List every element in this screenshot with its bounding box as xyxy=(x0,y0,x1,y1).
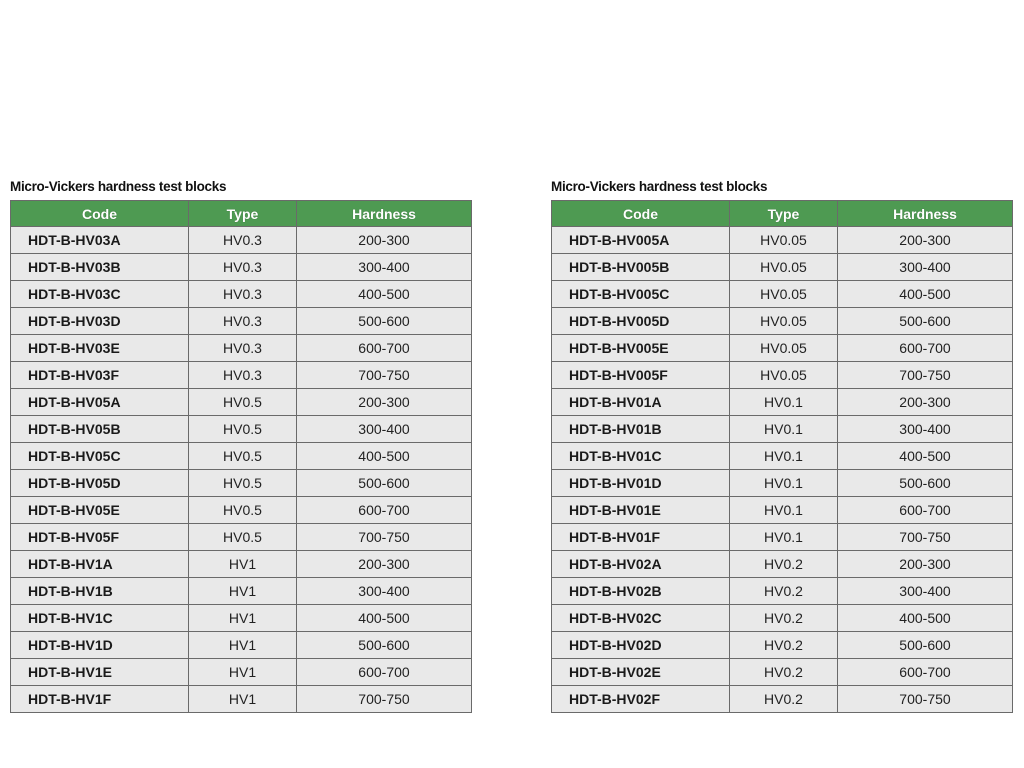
type-cell: HV0.3 xyxy=(189,335,297,362)
code-cell: HDT-B-HV01D xyxy=(552,470,730,497)
type-cell: HV1 xyxy=(189,632,297,659)
hardness-cell: 200-300 xyxy=(297,551,472,578)
code-cell: HDT-B-HV01C xyxy=(552,443,730,470)
table-row xyxy=(552,497,1013,524)
hardness-cell: 600-700 xyxy=(297,497,472,524)
hardness-cell: 200-300 xyxy=(838,389,1013,416)
hardness-cell: 400-500 xyxy=(297,281,472,308)
table-row xyxy=(552,659,1013,686)
hardness-cell: 700-750 xyxy=(838,686,1013,713)
type-cell: HV0.5 xyxy=(189,470,297,497)
table-row xyxy=(552,416,1013,443)
column-header-code: Code xyxy=(11,201,189,227)
type-cell: HV0.05 xyxy=(730,227,838,254)
type-cell: HV0.1 xyxy=(730,443,838,470)
hardness-cell: 600-700 xyxy=(838,335,1013,362)
table-row xyxy=(552,443,1013,470)
code-cell: HDT-B-HV03F xyxy=(11,362,189,389)
hardness-cell: 600-700 xyxy=(297,659,472,686)
code-cell: HDT-B-HV05F xyxy=(11,524,189,551)
code-cell: HDT-B-HV005F xyxy=(552,362,730,389)
hardness-cell: 200-300 xyxy=(297,389,472,416)
type-cell: HV0.5 xyxy=(189,416,297,443)
table-row xyxy=(11,605,472,632)
code-cell: HDT-B-HV1D xyxy=(11,632,189,659)
table-row xyxy=(552,686,1013,713)
hardness-cell: 700-750 xyxy=(297,362,472,389)
hardness-cell: 700-750 xyxy=(297,524,472,551)
hardness-cell: 400-500 xyxy=(838,443,1013,470)
column-header-hardness: Hardness xyxy=(838,201,1013,227)
hardness-cell: 500-600 xyxy=(838,470,1013,497)
hardness-cell: 300-400 xyxy=(838,578,1013,605)
code-cell: HDT-B-HV05E xyxy=(11,497,189,524)
table-row xyxy=(11,632,472,659)
column-header-code: Code xyxy=(552,201,730,227)
type-cell: HV0.5 xyxy=(189,497,297,524)
table-row xyxy=(11,578,472,605)
type-cell: HV0.2 xyxy=(730,551,838,578)
table-row xyxy=(11,497,472,524)
type-cell: HV0.2 xyxy=(730,659,838,686)
code-cell: HDT-B-HV1F xyxy=(11,686,189,713)
code-cell: HDT-B-HV01E xyxy=(552,497,730,524)
code-cell: HDT-B-HV01B xyxy=(552,416,730,443)
hardness-cell: 600-700 xyxy=(297,335,472,362)
type-cell: HV0.05 xyxy=(730,335,838,362)
type-cell: HV0.05 xyxy=(730,254,838,281)
hardness-cell: 200-300 xyxy=(838,551,1013,578)
hardness-cell: 200-300 xyxy=(838,227,1013,254)
type-cell: HV0.3 xyxy=(189,281,297,308)
table-header-row xyxy=(11,201,472,227)
code-cell: HDT-B-HV02B xyxy=(552,578,730,605)
table-row xyxy=(11,686,472,713)
table-title: Micro-Vickers hardness test blocks xyxy=(10,179,227,194)
type-cell: HV0.1 xyxy=(730,497,838,524)
column-header-type: Type xyxy=(730,201,838,227)
code-cell: HDT-B-HV01A xyxy=(552,389,730,416)
hardness-cell: 500-600 xyxy=(838,632,1013,659)
type-cell: HV1 xyxy=(189,686,297,713)
type-cell: HV0.05 xyxy=(730,308,838,335)
type-cell: HV0.05 xyxy=(730,362,838,389)
hardness-table xyxy=(551,200,1013,713)
table-row xyxy=(11,470,472,497)
type-cell: HV0.1 xyxy=(730,416,838,443)
type-cell: HV0.2 xyxy=(730,686,838,713)
table-body xyxy=(552,227,1013,713)
type-cell: HV0.1 xyxy=(730,470,838,497)
hardness-cell: 700-750 xyxy=(297,686,472,713)
table-row xyxy=(11,335,472,362)
code-cell: HDT-B-HV02F xyxy=(552,686,730,713)
table-row xyxy=(552,362,1013,389)
hardness-cell: 300-400 xyxy=(297,254,472,281)
code-cell: HDT-B-HV1A xyxy=(11,551,189,578)
hardness-cell: 500-600 xyxy=(838,308,1013,335)
hardness-cell: 300-400 xyxy=(838,416,1013,443)
column-header-hardness: Hardness xyxy=(297,201,472,227)
table-row xyxy=(11,308,472,335)
table-row xyxy=(552,389,1013,416)
type-cell: HV0.2 xyxy=(730,632,838,659)
hardness-cell: 700-750 xyxy=(838,362,1013,389)
code-cell: HDT-B-HV1E xyxy=(11,659,189,686)
code-cell: HDT-B-HV03D xyxy=(11,308,189,335)
code-cell: HDT-B-HV05A xyxy=(11,389,189,416)
type-cell: HV0.05 xyxy=(730,281,838,308)
code-cell: HDT-B-HV005E xyxy=(552,335,730,362)
table-row xyxy=(11,227,472,254)
hardness-cell: 300-400 xyxy=(838,254,1013,281)
hardness-cell: 300-400 xyxy=(297,578,472,605)
type-cell: HV1 xyxy=(189,551,297,578)
type-cell: HV0.3 xyxy=(189,362,297,389)
code-cell: HDT-B-HV02E xyxy=(552,659,730,686)
hardness-cell: 500-600 xyxy=(297,308,472,335)
code-cell: HDT-B-HV03E xyxy=(11,335,189,362)
type-cell: HV0.3 xyxy=(189,227,297,254)
table-row xyxy=(11,281,472,308)
hardness-cell: 500-600 xyxy=(297,470,472,497)
code-cell: HDT-B-HV02C xyxy=(552,605,730,632)
hardness-cell: 200-300 xyxy=(297,227,472,254)
code-cell: HDT-B-HV03B xyxy=(11,254,189,281)
code-cell: HDT-B-HV05D xyxy=(11,470,189,497)
table-header-row xyxy=(552,201,1013,227)
type-cell: HV0.3 xyxy=(189,308,297,335)
code-cell: HDT-B-HV01F xyxy=(552,524,730,551)
table-row xyxy=(11,254,472,281)
hardness-cell: 400-500 xyxy=(297,443,472,470)
type-cell: HV0.5 xyxy=(189,389,297,416)
table-row xyxy=(552,281,1013,308)
table-body xyxy=(11,227,472,713)
code-cell: HDT-B-HV005B xyxy=(552,254,730,281)
hardness-cell: 500-600 xyxy=(297,632,472,659)
table-row xyxy=(552,308,1013,335)
code-cell: HDT-B-HV02A xyxy=(552,551,730,578)
type-cell: HV0.1 xyxy=(730,524,838,551)
table-row xyxy=(11,551,472,578)
table-row xyxy=(11,389,472,416)
table-row xyxy=(11,659,472,686)
type-cell: HV0.5 xyxy=(189,524,297,551)
code-cell: HDT-B-HV03C xyxy=(11,281,189,308)
column-header-type: Type xyxy=(189,201,297,227)
code-cell: HDT-B-HV1B xyxy=(11,578,189,605)
code-cell: HDT-B-HV005A xyxy=(552,227,730,254)
code-cell: HDT-B-HV03A xyxy=(11,227,189,254)
table-row xyxy=(552,578,1013,605)
code-cell: HDT-B-HV05B xyxy=(11,416,189,443)
table-row xyxy=(11,524,472,551)
code-cell: HDT-B-HV1C xyxy=(11,605,189,632)
table-row xyxy=(552,605,1013,632)
hardness-cell: 400-500 xyxy=(838,605,1013,632)
hardness-cell: 400-500 xyxy=(838,281,1013,308)
code-cell: HDT-B-HV005D xyxy=(552,308,730,335)
hardness-table xyxy=(10,200,472,713)
type-cell: HV0.2 xyxy=(730,578,838,605)
type-cell: HV0.5 xyxy=(189,443,297,470)
code-cell: HDT-B-HV05C xyxy=(11,443,189,470)
type-cell: HV1 xyxy=(189,659,297,686)
code-cell: HDT-B-HV005C xyxy=(552,281,730,308)
table-row xyxy=(552,632,1013,659)
table-row xyxy=(552,470,1013,497)
table-row xyxy=(552,551,1013,578)
hardness-cell: 300-400 xyxy=(297,416,472,443)
table-row xyxy=(552,524,1013,551)
table-row xyxy=(552,254,1013,281)
type-cell: HV1 xyxy=(189,605,297,632)
hardness-cell: 600-700 xyxy=(838,659,1013,686)
left-table-block xyxy=(10,178,471,713)
type-cell: HV0.1 xyxy=(730,389,838,416)
table-row xyxy=(11,443,472,470)
table-row xyxy=(552,335,1013,362)
code-cell: HDT-B-HV02D xyxy=(552,632,730,659)
hardness-cell: 400-500 xyxy=(297,605,472,632)
hardness-cell: 600-700 xyxy=(838,497,1013,524)
right-table-block xyxy=(551,178,1012,713)
table-row xyxy=(552,227,1013,254)
table-title: Micro-Vickers hardness test blocks xyxy=(551,179,768,194)
type-cell: HV0.3 xyxy=(189,254,297,281)
table-row xyxy=(11,362,472,389)
type-cell: HV0.2 xyxy=(730,605,838,632)
table-row xyxy=(11,416,472,443)
type-cell: HV1 xyxy=(189,578,297,605)
hardness-cell: 700-750 xyxy=(838,524,1013,551)
